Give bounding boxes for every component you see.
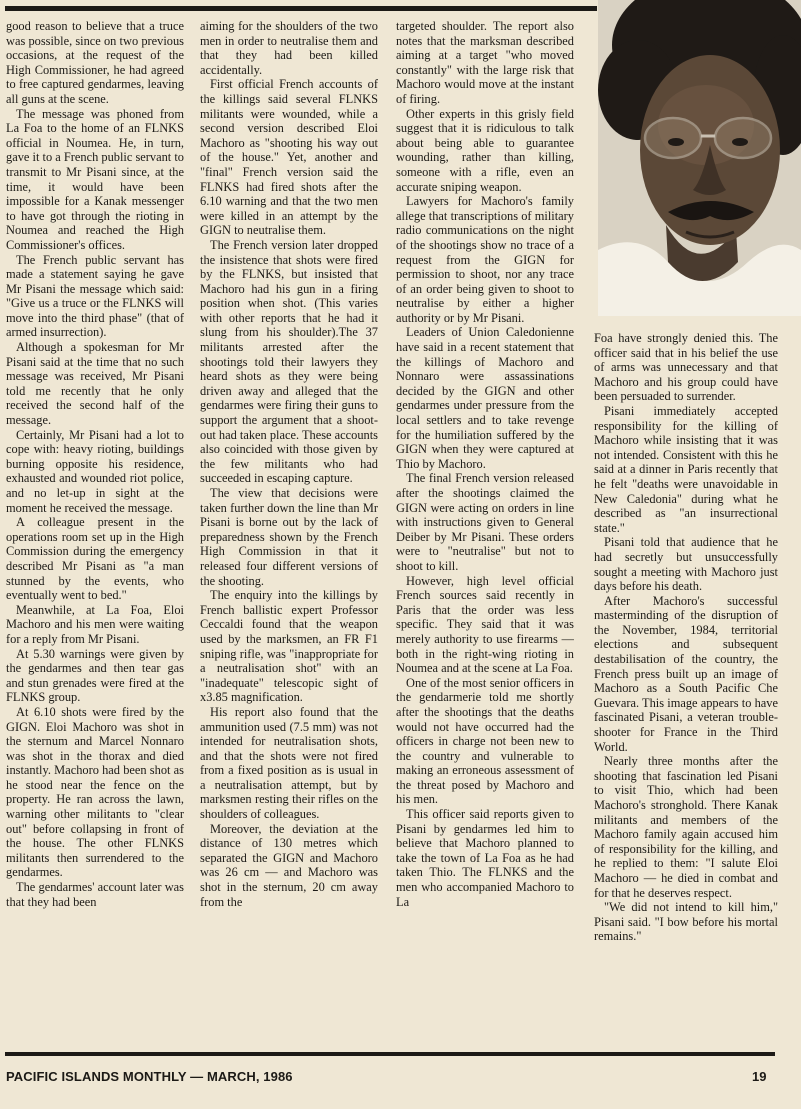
article-column-1 [6,19,184,1043]
article-column-2 [200,19,378,1043]
portrait-image [598,0,801,316]
paragraph: Meanwhile, at La Foa, Eloi Machoro and his men were waiting for a reply from Mr Pisani. [6,602,184,646]
paragraph: Moreover, the deviation at the distance of 130 metres which separated the GIGN and Machoro was 26 cm — and Machoro was shot in the sternum, 20 cm away from the [200,821,378,909]
paragraph: Nearly three months after the shooting that fascination led Pisani to visit Thio, which had been Machoro's stronghold. There Kanak militants and members of the Machoro family again accused him of responsibility for the killing, and he replied to them: "I salute Eloi Machoro — he died in combat and for that he deserves respect. [594,754,778,900]
paragraph: The message was phoned from La Foa to the home of an FLNKS official in Noumea. He, in turn, gave it to a French public servant to transmit to Mr Pisani since, at the time, it would have been impossible for a Kanak messenger to have got through the rioting in Noumea and reached the High Commissioner's offices. [6,106,184,252]
paragraph: targeted shoulder. The report also notes that the marksman described aiming at a target "who moved constantly" with the large risk that Machoro would move at the instant of firing. [396,19,574,106]
paragraph: The gendarmes' account later was that they had been [6,880,184,909]
paragraph: After Machoro's successful masterminding of the disruption of the November, 1984, territorial elections and subsequent destabilisation of the country, the French press built up an image of Machoro as a South Pacific Che Guevara. This image appears to have fascinated Pisani, a veteran trouble-shooter for France in the Third World. [594,593,778,754]
paragraph: "We did not intend to kill him," Pisani said. "I bow before his mortal remains." [594,900,778,944]
paragraph: His report also found that the ammunition used (7.5 mm) was not intended for neutralisation shots, and that the shots were not fired from a fixed position as is usual in a neutralisation attempt, but by marksmen resting their rifles on the shoulders of colleagues. [200,704,378,822]
paragraph: Although a spokesman for Mr Pisani said at the time that no such message was received, Mr Pisani told me recently that he only received the second half of the message. [6,340,184,428]
paragraph: Pisani immediately accepted responsibility for the killing of Machoro while insisting that it was not intended. Consistent with this he said at a dinner in Paris recently that he felt "deaths were unavoidable in New Caledonia" during what he described as "an insurrectional state." [594,403,778,535]
paragraph: The French public servant has made a statement saying he gave Mr Pisani the message which said: "Give us a truce or the FLNKS will move into the third phase" (that of armed insurrection). [6,252,184,340]
paragraph: However, high level official French sources said recently in Paris that the order was less specific. They said that it was merely authority to use firearms — both in the right-wing rioting in Noumea and at the scene at La Foa. [396,573,574,676]
paragraph: Lawyers for Machoro's family allege that transcriptions of military radio communications on the night of the shootings show no trace of a request from the GIGN for permission to shoot, nor any trace of an order being given to shoot to neutralise by either a higher authority or by Mr Pisani. [396,194,574,325]
paragraph: The French version later dropped the insistence that shots were fired by the FLNKS, but insisted that Machoro had his gun in a firing position when shot. (This varies with other reports that he had it slung from his shoulder).The 37 militants arrested after the shootings told their lawyers they heard shots as they were being driven away and alleged that the gendarmes were firing their guns to support the argument that a shoot-out had taken place. These accounts also coincided with those given by the few militants who had succeeded in escaping capture. [200,237,378,486]
paragraph: The view that decisions were taken further down the line than Mr Pisani is borne out by the lack of preparedness shown by the French High Commission in that it released four different versions of the shooting. [200,486,378,588]
portrait-photo [598,0,801,316]
paragraph: A colleague present in the operations room set up in the High Commission during the emergency described Mr Pisani as "a man stunned by the events, who eventually went to bed." [6,515,184,603]
top-rule [5,6,597,11]
article-column-3 [396,19,574,1043]
paragraph: First official French accounts of the killings said several FLNKS militants were wounded, while a second version described Eloi Machoro as "shooting his way out of the house." Yet, another and "final" French version said the FLNKS had fired shots after the 6.10 warning and that the two men were killed in an attempt by the GIGN to neutralise them. [200,77,378,238]
paragraph: This officer said reports given to Pisani by gendarmes led him to believe that Machoro planned to take the town of La Foa as he had taken Thio. The FLNKS and the men who accompanied Machoro to La [396,807,574,909]
publication-footer: PACIFIC ISLANDS MONTHLY — MARCH, 1986 [6,1069,293,1084]
paragraph: At 5.30 warnings were given by the gendarmes and then tear gas and stun grenades were fired at the FLNKS group. [6,646,184,705]
article-column-4 [594,331,778,1043]
paragraph: Other experts in this grisly field suggest that it is ridiculous to talk about being able to guarantee wounding, rather than killing, someone with a rifle, even an accurate sniping weapon. [396,106,574,194]
paragraph: Foa have strongly denied this. The officer said that in his belief the use of arms was unnecessary and that Machoro and his group could have been persuaded to surrender. [594,331,778,404]
page-number: 19 [752,1069,767,1084]
paragraph: The final French version released after the shootings claimed the GIGN were acting on orders in line with instructions given to General Deiber by Mr Pisani. These orders were to "neutralise" but not to shoot to kill. [396,471,574,573]
paragraph: aiming for the shoulders of the two men in order to neutralise them and that they had been killed accidentally. [200,19,378,77]
paragraph: The enquiry into the killings by French ballistic expert Professor Ceccaldi found that the weapon used by the marksmen, an FR F1 sniping rifle, was "inappropriate for a neutralisation shot" with an "inadequate" telescopic sight of x3.85 magnification. [200,588,378,705]
paragraph: Leaders of Union Caledonienne have said in a recent statement that the killings of Machoro and Nonnaro were assassinations decided by the GIGN and other gendarmes under pressure from the local settlers and to take revenge for the humiliation suffered by the GIGN when they were captured at Thio by Machoro. [396,325,574,471]
paragraph: Pisani told that audience that he had secretly but unsuccessfully sought a meeting with Machoro just days before his death. [594,535,778,594]
paragraph: One of the most senior officers in the gendarmerie told me shortly after the shootings that the deaths would not have occurred had the officers in charge not been new to the country and vulnerable to making an erroneous assessment of the threat posed by Machoro and his men. [396,675,574,807]
paragraph: Certainly, Mr Pisani had a lot to cope with: heavy rioting, buildings burning opposite his residence, exhausted and wounded riot police, and no let-up in sight at the moment he received the message. [6,427,184,515]
paragraph: good reason to believe that a truce was possible, since on two previous occasions, at the request of the High Commissioner, he had agreed to free captured gendarmes, leaving all guns at the scene. [6,19,184,106]
paragraph: At 6.10 shots were fired by the GIGN. Eloi Machoro was shot in the sternum and Marcel Nonnaro was shot in the thorax and died instantly. Machoro had been shot as he stood near the fence on the property. He ran across the lawn, warning other militants to "clear out" before collapsing in front of the house. The other FLNKS militants then surrendered to the gendarmes. [6,704,184,880]
bottom-rule [5,1052,775,1056]
